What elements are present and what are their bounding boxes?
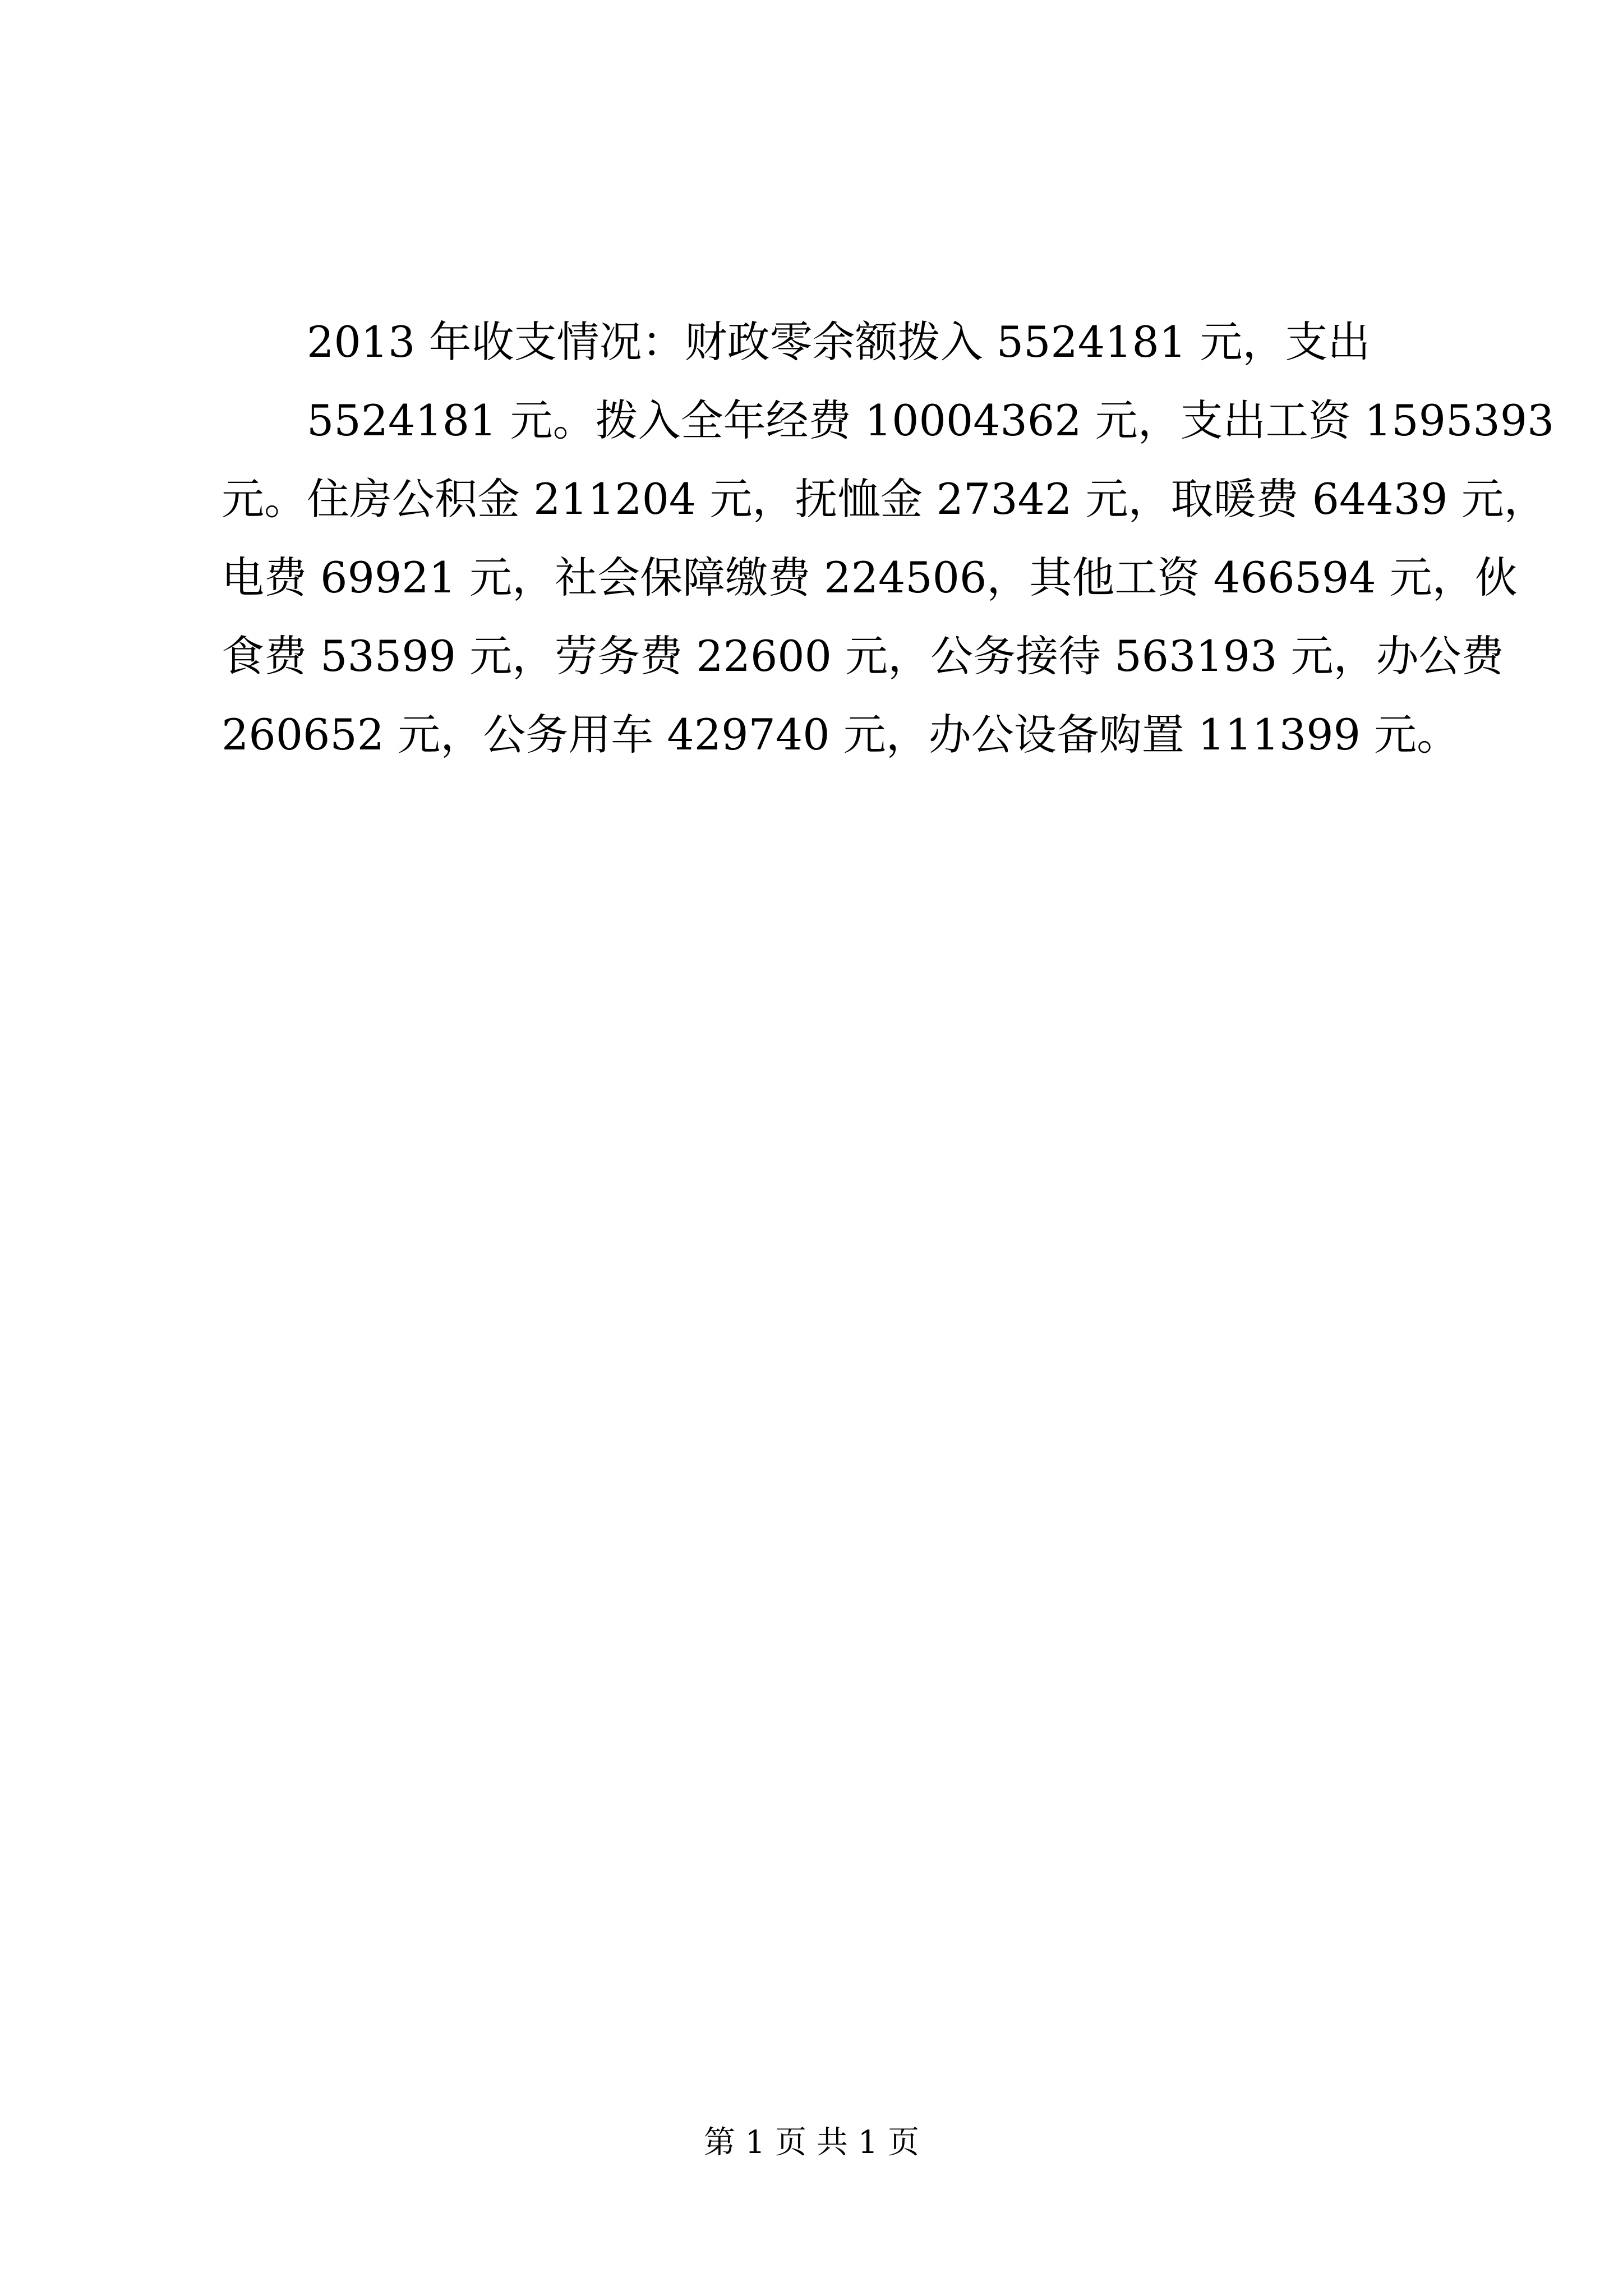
paragraph-line-2: 5524181 元。拨入全年经费 10004362 元，支出工资 1595393 — [307, 395, 1555, 445]
paragraph-line-3: 元。住房公积金 211204 元，抚恤金 27342 元，取暖费 64439 元， — [222, 474, 1547, 524]
paragraph-line-1: 2013 年收支情况：财政零余额拨入 5524181 元，支出 — [307, 317, 1371, 367]
page-footer: 第 1 页 共 1 页 — [703, 2124, 920, 2161]
paragraph-line-5: 食费 53599 元，劳务费 22600 元，公务接待 563193 元，办公费 — [222, 631, 1504, 681]
document-body — [222, 303, 1555, 774]
paragraph-line-4: 电费 69921 元，社会保障缴费 224506，其他工资 466594 元，伙 — [222, 553, 1518, 602]
paragraph-line-6: 260652 元，公务用车 429740 元，办公设备购置 111399 元。 — [222, 710, 1460, 760]
